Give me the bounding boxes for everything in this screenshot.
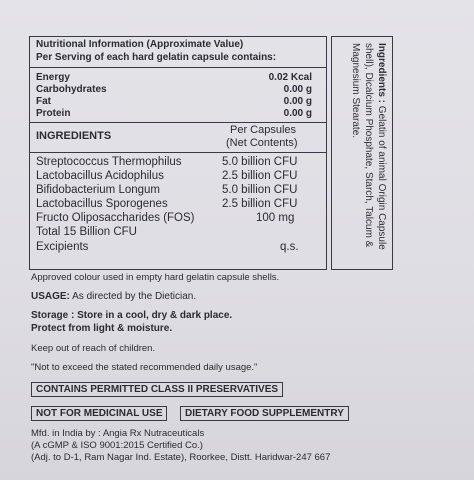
divider — [30, 152, 326, 153]
nutrition-title: Nutritional Information (Approximate Value) — [36, 39, 244, 50]
ingredient-name: Streptococcus Thermophilus — [36, 156, 182, 168]
ingredients-header: INGREDIENTS — [36, 130, 112, 142]
nutrition-row-value: 0.02 Kcal — [268, 72, 312, 83]
side-ingredients-box — [331, 36, 393, 270]
side-ingredients-label: Ingredients : — [376, 43, 387, 104]
usage-label: USAGE: — [31, 291, 70, 302]
nutrition-row-name: Fat — [36, 96, 51, 107]
nutrition-row-value: 0.00 g — [283, 108, 312, 119]
ingredient-name: Lactobacillus Sporogenes — [36, 198, 168, 210]
nutrition-row-name: Carbohydrates — [36, 84, 107, 95]
nutrition-row-value: 0.00 g — [283, 96, 312, 107]
ingredient-name: Bifidobacterium Longum — [36, 184, 161, 196]
ingredients-col-line2: (Net Contents) — [226, 137, 298, 149]
ingredients-col-line1: Per Capsules — [230, 124, 297, 136]
ingredients-total: Total 15 Billion CFU — [36, 226, 137, 238]
ingredient-value: 100 mg — [256, 212, 295, 224]
ingredient-value: 2.5 billion CFU — [222, 170, 298, 182]
storage-line2: Protect from light & moisture. — [31, 323, 173, 334]
side-ingredients-body: Gelatin of animal Origin Capsule shell), Dicalcium Phosphate, Starch, Talcum & Magnesium Stearate. — [350, 43, 387, 250]
ingredient-value: 5.0 billion CFU — [222, 156, 298, 168]
not-medicinal-badge: NOT FOR MEDICINAL USE — [31, 406, 167, 421]
divider — [30, 67, 326, 68]
nutrition-row-value: 0.00 g — [283, 84, 312, 95]
ingredient-value: 2.5 billion CFU — [222, 198, 298, 210]
nutrition-row-name: Protein — [36, 108, 71, 119]
excipients-value: q.s. — [280, 241, 299, 253]
dietary-badge: DIETARY FOOD SUPPLEMENTRY — [180, 406, 349, 421]
not-exceed-note: "Not to exceed the stated recommended daily usage." — [31, 362, 258, 373]
nutrition-box — [29, 36, 327, 270]
nutrition-row-name: Energy — [36, 72, 70, 83]
approved-colour-note: Approved colour used in empty hard gelatin capsule shells. — [31, 272, 280, 283]
manufacturer-line3: (Adj. to D-1, Ram Nagar Ind. Estate), Roorkee, Distt. Haridwar-247 667 — [31, 452, 331, 463]
nutrition-subtitle: Per Serving of each hard gelatin capsule contains: — [36, 52, 277, 63]
preservatives-badge: CONTAINS PERMITTED CLASS II PRESERVATIVES — [31, 382, 283, 397]
ingredient-name: Fructo Oliposaccharides (FOS) — [36, 212, 195, 224]
usage-text: As directed by the Dietician. — [72, 291, 197, 302]
side-ingredients-text — [332, 37, 392, 269]
usage-line — [31, 291, 196, 302]
storage-line1: Storage : Store in a cool, dry & dark place. — [31, 310, 233, 321]
divider — [30, 122, 326, 123]
manufacturer-line1: Mfd. in India by : Angia Rx Nutraceuticals — [31, 428, 205, 439]
manufacturer-line2: (A cGMP & ISO 9001:2015 Certified Co.) — [31, 440, 203, 451]
ingredient-value: 5.0 billion CFU — [222, 184, 298, 196]
ingredient-name: Lactobacillus Acidophilus — [36, 170, 164, 182]
excipients-label: Excipients — [36, 241, 89, 253]
keep-out-note: Keep out of reach of children. — [31, 343, 156, 354]
